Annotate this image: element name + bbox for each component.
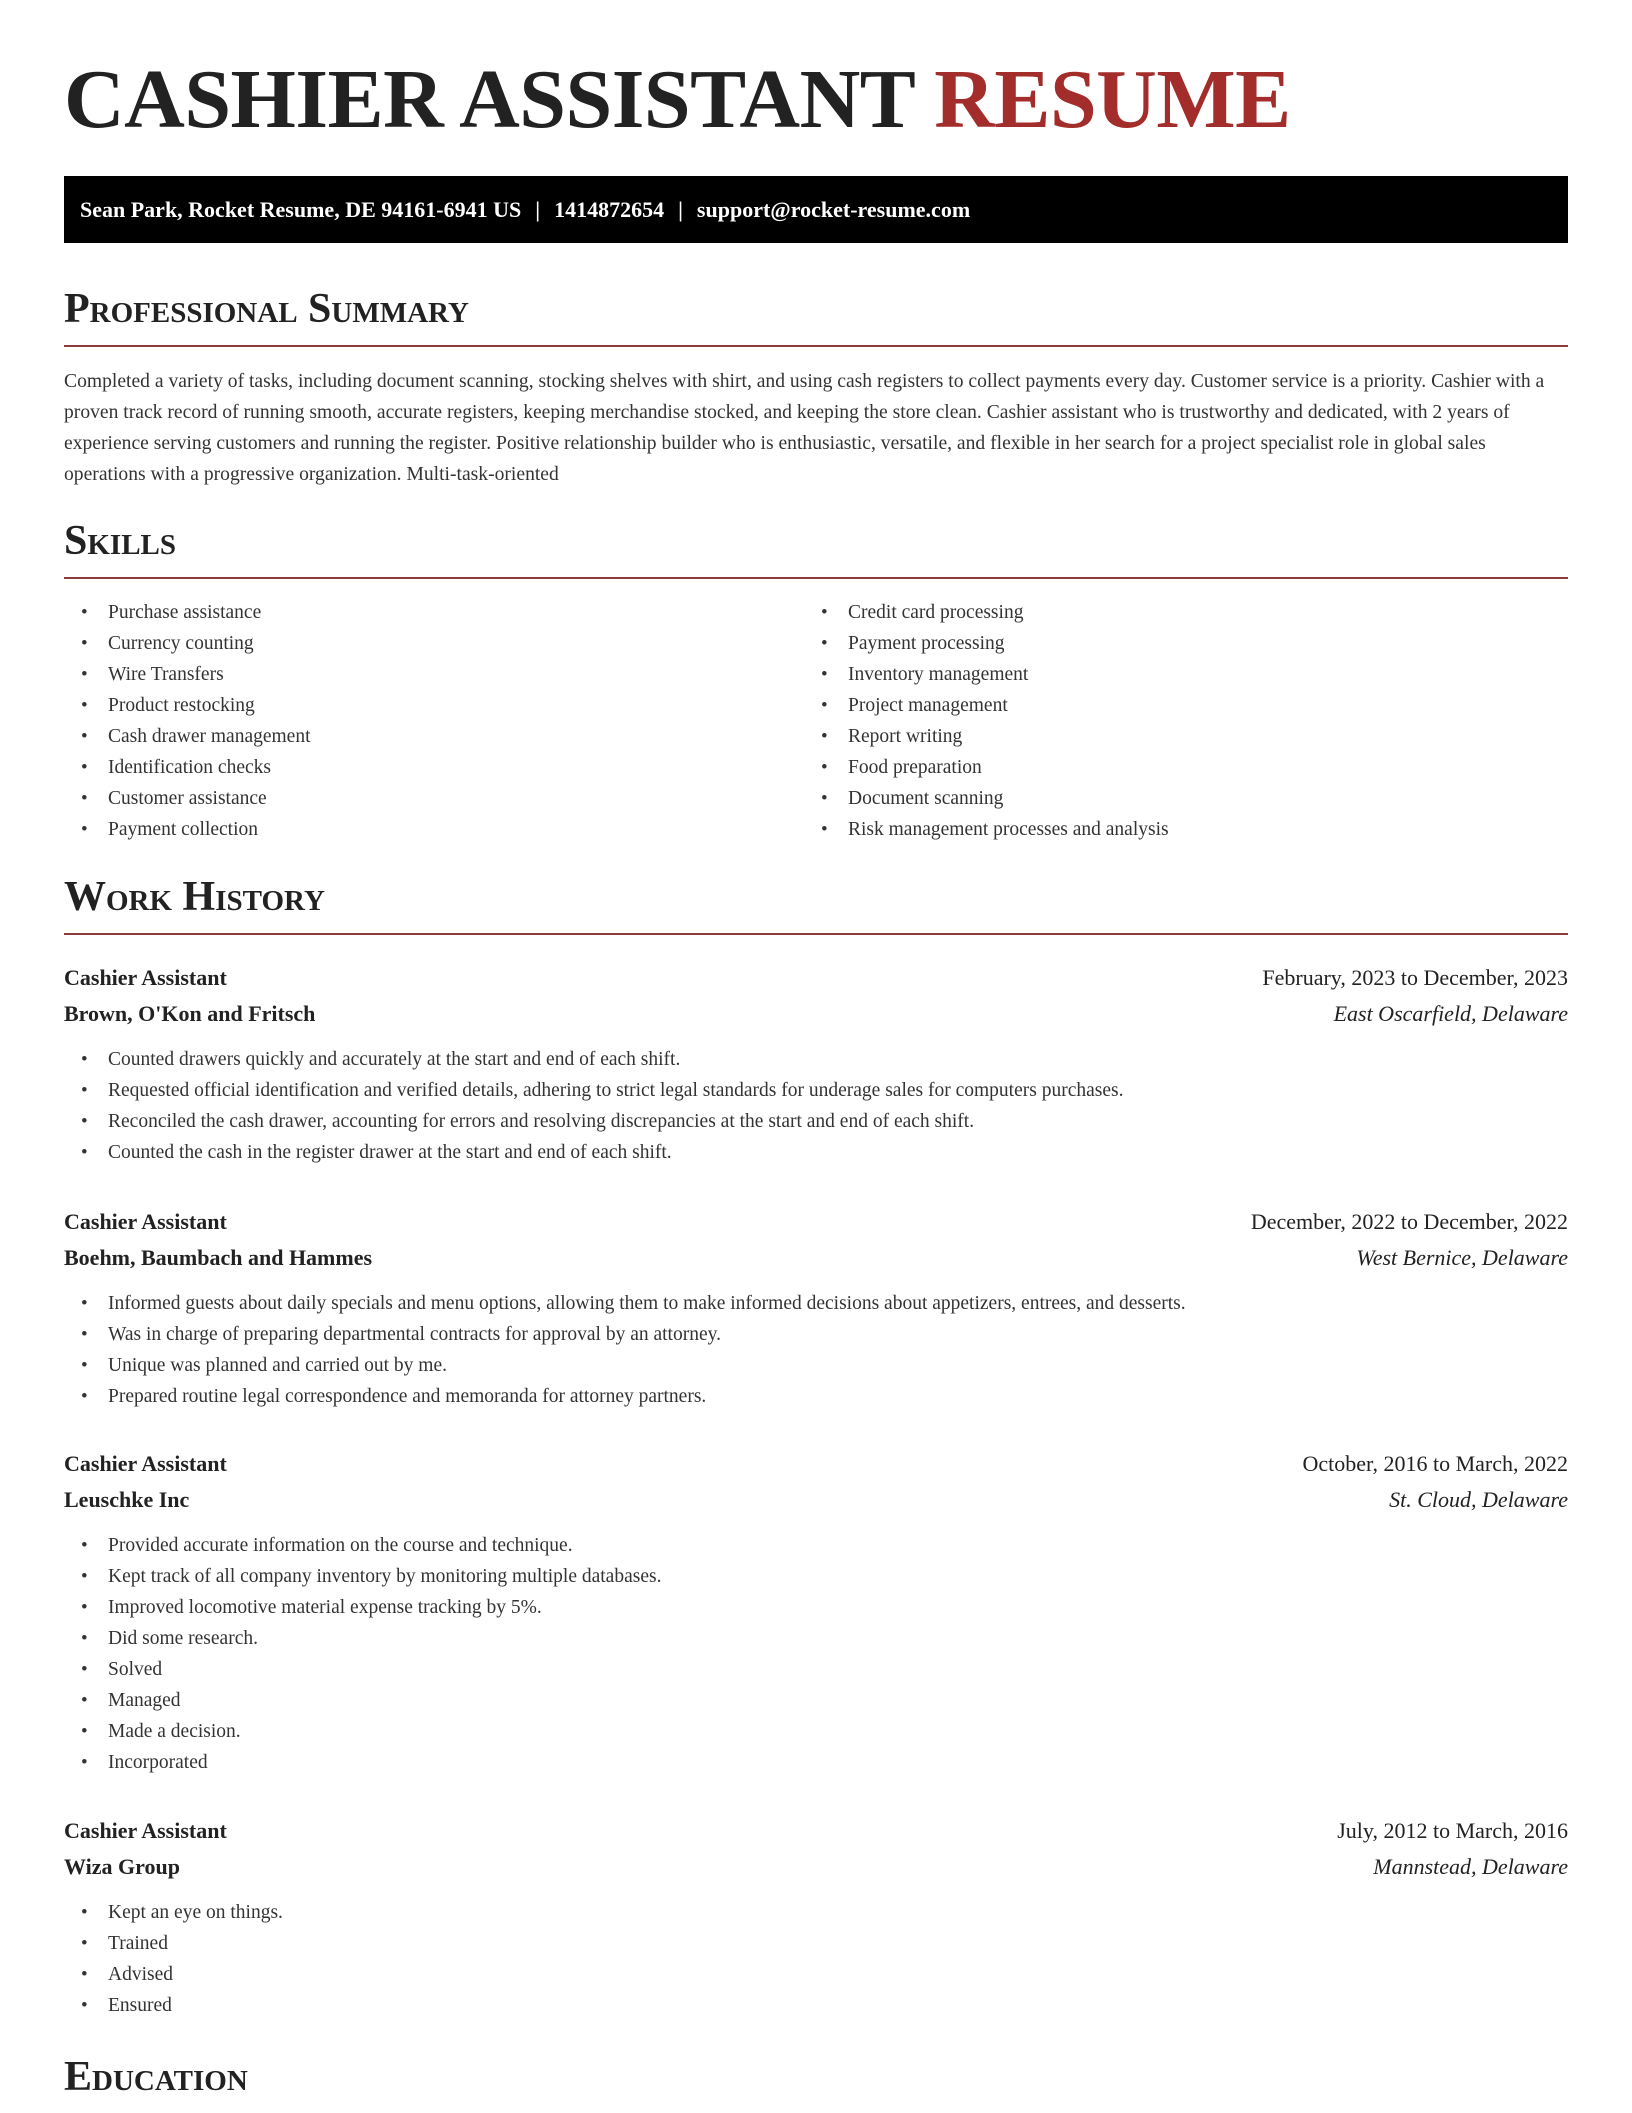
skill-item: • Payment processing xyxy=(804,628,1504,659)
skill-item: • Inventory management xyxy=(804,659,1504,690)
job-title: Cashier Assistant xyxy=(64,1209,227,1234)
contact-bar xyxy=(64,176,1568,243)
skill-item: • Credit card processing xyxy=(804,597,1504,628)
job-company: Wiza Group xyxy=(64,1854,180,1879)
summary-heading: Professional Summary xyxy=(64,285,1568,347)
job-bullets xyxy=(64,1530,1568,1778)
skill-item: • Risk management processes and analysis xyxy=(804,814,1504,845)
job-bullet: • Managed xyxy=(64,1685,1568,1716)
job-bullet: • Requested official identification and verified details, adhering to strict legal standards for underage sales for computers purchases. xyxy=(64,1075,1568,1106)
job-bullet: • Incorporated xyxy=(64,1747,1568,1778)
job-bullet: • Provided accurate information on the course and technique. xyxy=(64,1530,1568,1561)
summary-text: Completed a variety of tasks, including document scanning, stocking shelves with shirt, and using cash registers to collect payments every day. Customer service is a priority. Cashier with a proven track record of running smooth, accurate registers, keeping merchandise stocked, and keeping the store clean. Cashier assistant who is trustworthy and dedicated, with 2 years of experience serving customers and running the register. Positive relationship builder who is enthusiastic, versatile, and flexible in her search for a project specialist role in global sales operations with a progressive organization. Multi-task-oriented xyxy=(64,371,1545,485)
job-entry xyxy=(64,1446,1568,1778)
job-bullet: • Informed guests about daily specials and menu options, allowing them to make informed decisions about appetizers, entrees, and desserts. xyxy=(64,1288,1568,1319)
contact-phone: 1414872654 xyxy=(554,197,665,222)
job-dates: December, 2022 to December, 2022 xyxy=(1250,1209,1568,1234)
job-location: Mannstead, Delaware xyxy=(1373,1854,1568,1879)
job-bullet: • Trained xyxy=(64,1928,1568,1959)
contact-separator: | xyxy=(678,197,683,222)
job-title: Cashier Assistant xyxy=(64,1451,227,1476)
skill-item: • Purchase assistance xyxy=(64,597,764,628)
job-location: West Bernice, Delaware xyxy=(1356,1245,1568,1270)
job-bullet: • Kept an eye on things. xyxy=(64,1897,1568,1928)
skill-item: • Food preparation xyxy=(804,752,1504,783)
job-bullet: • Made a decision. xyxy=(64,1716,1568,1747)
job-bullet: • Reconciled the cash drawer, accounting for errors and resolving discrepancies at the start and end of each shift. xyxy=(64,1106,1568,1137)
skill-item: • Product restocking xyxy=(64,690,764,721)
work-history-heading: Work History xyxy=(64,873,1568,935)
job-location: East Oscarfield, Delaware xyxy=(1333,1001,1568,1026)
job-bullet: • Advised xyxy=(64,1959,1568,1990)
contact-separator: | xyxy=(535,197,541,222)
job-entry xyxy=(64,1813,1568,2021)
title-accent: RESUME xyxy=(934,53,1291,146)
job-company: Brown, O'Kon and Fritsch xyxy=(64,1001,316,1026)
job-bullet: • Solved xyxy=(64,1654,1568,1685)
contact-address: Sean Park, Rocket Resume, DE 94161-6941 US xyxy=(80,197,522,222)
job-entry xyxy=(64,960,1568,1168)
job-bullet: • Prepared routine legal correspondence and memoranda for attorney partners. xyxy=(64,1381,1568,1412)
job-bullet: • Improved locomotive material expense tracking by 5%. xyxy=(64,1592,1568,1623)
skills-heading: Skills xyxy=(64,517,1568,579)
resume-page xyxy=(64,0,1568,2100)
job-bullets xyxy=(64,1897,1568,2021)
job-company: Leuschke Inc xyxy=(64,1487,190,1512)
job-bullet: • Did some research. xyxy=(64,1623,1568,1654)
job-company: Boehm, Baumbach and Hammes xyxy=(64,1245,373,1270)
job-bullet: • Was in charge of preparing departmental contracts for approval by an attorney. xyxy=(64,1319,1568,1350)
skill-item: • Currency counting xyxy=(64,628,764,659)
skills-list-left xyxy=(64,597,764,845)
job-dates: October, 2016 to March, 2022 xyxy=(1302,1451,1568,1476)
skill-item: • Payment collection xyxy=(64,814,764,845)
skill-item: • Report writing xyxy=(804,721,1504,752)
skill-item: • Cash drawer management xyxy=(64,721,764,752)
skill-item: • Document scanning xyxy=(804,783,1504,814)
skills-list-right xyxy=(804,597,1504,845)
skill-item: • Project management xyxy=(804,690,1504,721)
job-bullet: • Unique was planned and carried out by me. xyxy=(64,1350,1568,1381)
job-title: Cashier Assistant xyxy=(64,965,227,990)
job-dates: July, 2012 to March, 2016 xyxy=(1337,1818,1568,1843)
skill-item: • Identification checks xyxy=(64,752,764,783)
job-entry xyxy=(64,1204,1568,1412)
job-location: St. Cloud, Delaware xyxy=(1389,1487,1568,1512)
skill-item: • Customer assistance xyxy=(64,783,764,814)
job-bullets xyxy=(64,1044,1568,1168)
job-dates: February, 2023 to December, 2023 xyxy=(1262,965,1568,990)
job-bullet: • Counted drawers quickly and accurately at the start and end of each shift. xyxy=(64,1044,1568,1075)
skill-item: • Wire Transfers xyxy=(64,659,764,690)
job-bullet: • Kept track of all company inventory by monitoring multiple databases. xyxy=(64,1561,1568,1592)
contact-email[interactable]: support@rocket-resume.com xyxy=(696,197,971,222)
job-bullet: • Counted the cash in the register drawer at the start and end of each shift. xyxy=(64,1137,1568,1168)
job-title: Cashier Assistant xyxy=(64,1818,227,1843)
job-bullet: • Ensured xyxy=(64,1990,1568,2021)
education-heading: Education xyxy=(64,2054,248,2100)
job-bullets xyxy=(64,1288,1568,1412)
title-main: CASHIER ASSISTANT xyxy=(64,53,914,146)
resume-title xyxy=(64,0,1568,146)
